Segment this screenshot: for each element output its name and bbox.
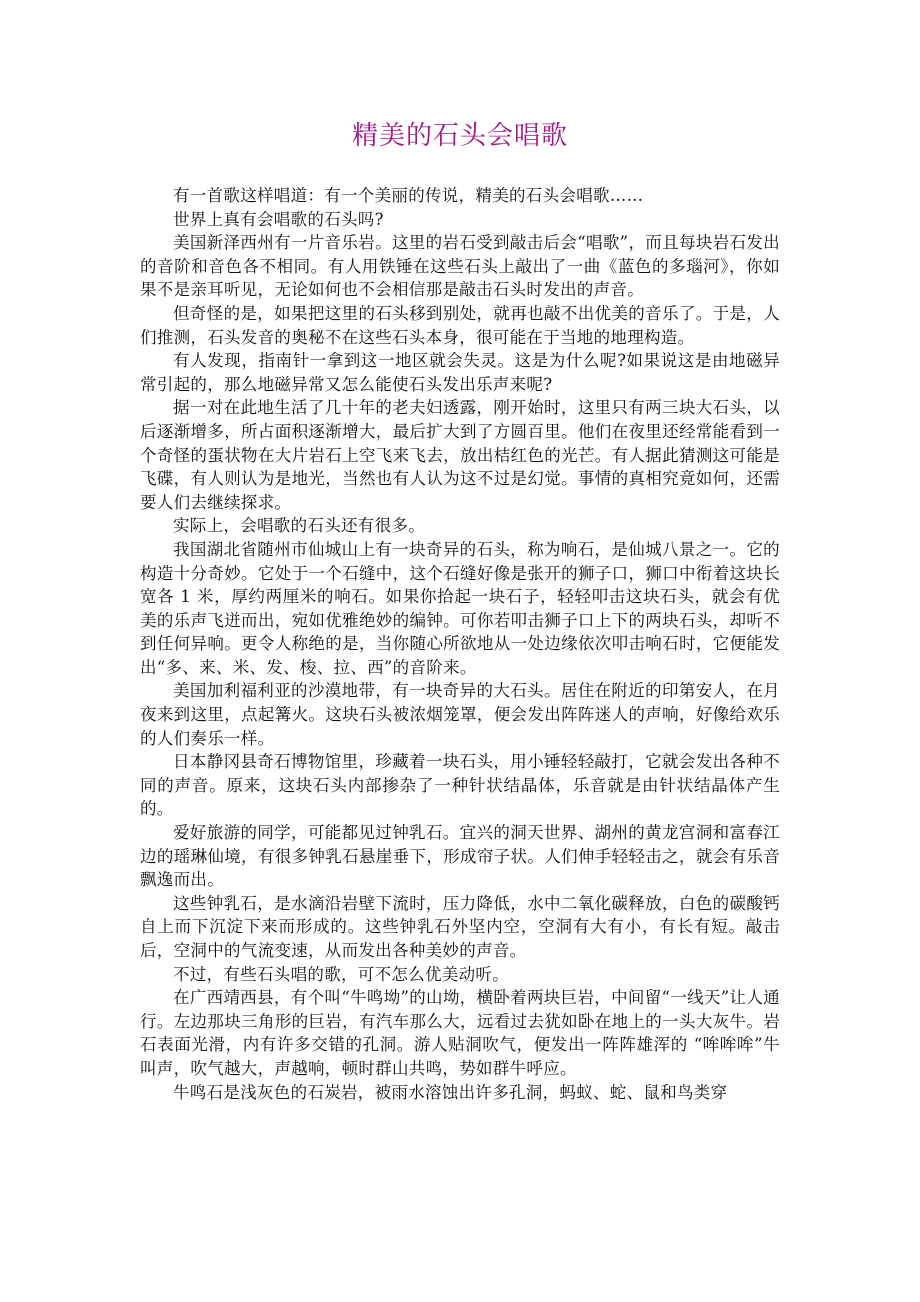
paragraph: 美国新泽西州有一片音乐岩。这里的岩石受到敲击后会“唱歌”，而且每块岩石发出的音阶和音色各不相同。有人用铁锤在这些石头上敲出了一曲《蓝色的多瑙河》，你如果不是亲耳听见，无论如何也不会相信那是敲击石头时发出的声音。 (140, 233, 780, 300)
document-body (140, 184, 780, 1104)
paragraph: 有一首歌这样唱道：有一个美丽的传说，精美的石头会唱歌…… (173, 186, 644, 205)
paragraph: 有人发现，指南针一拿到这一地区就会失灵。这是为什么呢?如果说这是由地磁异常引起的，那么地磁异常又怎么能使石头发出乐声来呢? (140, 351, 780, 394)
paragraph: 但奇怪的是，如果把这里的石头移到别处，就再也敲不出优美的音乐了。于是，人们推测，石头发音的奥秘不在这些石头本身，很可能在于当地的地理构造。 (140, 303, 780, 347)
paragraph: 我国湖北省随州市仙城山上有一块奇异的石头，称为响石，是仙城八景之一。它的构造十分奇妙。它处于一个石缝中，这个石缝好像是张开的狮子口，狮口中衔着这块长宽各 1 米，厚约两厘米的响石。如果你拾起一块石子，轻轻叩击这块石头，就会有优美的乐声飞迸而出，宛如优雅绝妙的编钟。可你若叩击狮子口上下的两块石头，却听不到任何异响。更令人称绝的是，当你随心所欲地从一处边缘依次叩击响石时，它便能发出“多、来、米、发、梭、拉、西”的音阶来。 (140, 539, 780, 677)
paragraph: 这些钟乳石，是水滴沿岩壁下流时，压力降低，水中二氧化碳释放，白色的碳酸钙自上而下沉淀下来而形成的。这些钟乳石外坚内空，空洞有大有小，有长有短。敲击后，空洞中的气流变速，从而发出各种美妙的声音。 (140, 893, 780, 960)
paragraph: 爱好旅游的同学，可能都见过钟乳石。宜兴的洞天世界、湖州的黄龙宫洞和富春江边的瑶琳仙境，有很多钟乳石悬崖垂下，形成帘子状。人们伸手轻轻击之，就会有乐音飘逸而出。 (140, 823, 780, 890)
paragraph: 美国加利福利亚的沙漠地带，有一块奇异的大石头。居住在附近的印第安人，在月夜来到这里，点起篝火。这块石头被浓烟笼罩，便会发出阵阵迷人的声响，好像给欢乐的人们奏乐一样。 (140, 681, 780, 748)
paragraph: 在广西靖西县，有个叫“牛鸣坳”的山坳，横卧着两块巨岩，中间留“一线天”让人通行。左边那块三角形的巨岩，有汽车那么大，远看过去犹如卧在地上的一头大灰牛。岩石表面光滑，内有许多交错的孔洞。游人贴洞吹气，便发出一阵阵雄浑的 “哞哞哞”牛叫声，吹气越大，声越响，顿时群山共鸣，势如群牛呼应。 (140, 988, 780, 1078)
paragraph: 世界上真有会唱歌的石头吗? (173, 209, 384, 229)
paragraph: 据一对在此地生活了几十年的老夫妇透露，刚开始时，这里只有两三块大石头，以后逐渐增多，所占面积逐渐增大，最后扩大到了方圆百里。他们在夜里还经常能看到一个奇怪的蛋状物在大片岩石上空飞来飞去，放出桔红色的光芒。有人据此猜测这可能是飞碟，有人则认为是地光，当然也有人认为这不过是幻觉。事情的真相究竟如何，还需要人们去继续探求。 (140, 398, 780, 512)
document-page (140, 118, 780, 1104)
paragraph: 日本静冈县奇石博物馆里，珍藏着一块石头，用小锤轻轻敲打，它就会发出各种不同的声音。原来，这块石头内部掺杂了一种针状结晶体，乐音就是由针状结晶体产生的。 (140, 752, 780, 819)
paragraph: 不过，有些石头唱的歌，可不怎么优美动听。 (173, 964, 509, 984)
paragraph: 实际上，会唱歌的石头还有很多。 (173, 516, 425, 536)
document-title: 精美的石头会唱歌 (351, 121, 568, 151)
paragraph: 牛鸣石是浅灰色的石炭岩，被雨水溶蚀出许多孔洞，蚂蚁、蛇、鼠和鸟类穿 (173, 1082, 728, 1102)
